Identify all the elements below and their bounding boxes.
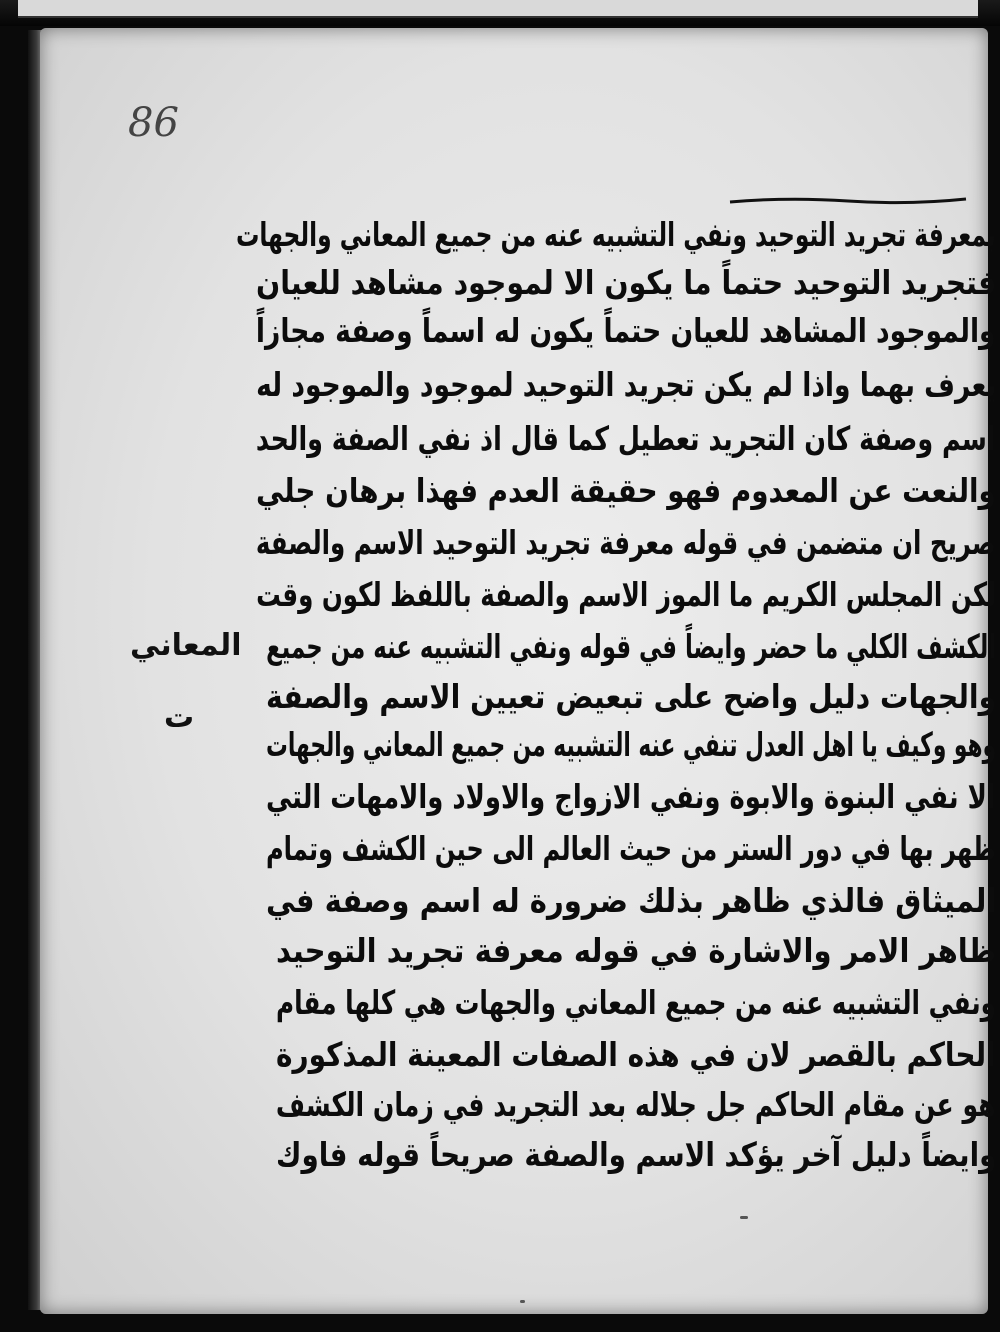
page-number: 86 [128,100,179,146]
text-line: والنعت عن المعدوم فهو حقيقة العدم فهذا برهان جلي [256,471,996,510]
text-line: ظاهر الامر والاشارة في قوله معرفة تجريد التوحيد [275,931,996,970]
text-line: ونفي التشبيه عنه من جميع المعاني والجهات هي كلها مقام [275,983,996,1022]
text-line: ظهر بها في دور الستر من حيث العالم الى حين الكشف وتمام [266,829,996,868]
top-page-edge [18,0,978,18]
text-line: اسم وصفة كان التجريد تعطيل كما قال اذ نفي الصفة والحد [256,419,996,458]
text-line: والموجود المشاهد للعيان حتماً يكون له اسماً وصفة مجازاً [256,311,996,350]
ink-speck [520,1300,525,1303]
text-line: يعرف بهما واذا لم يكن تجريد التوحيد لموجود والموجود له [255,365,996,404]
text-line: لكن المجلس الكريم ما الموز الاسم والصفة باللفظ لكون وقت [255,575,996,614]
ink-speck [740,1216,748,1219]
margin-note: المعاني [130,628,242,663]
text-line: صريح ان متضمن في قوله معرفة تجريد التوحيد الاسم والصفة [256,523,996,562]
text-line: بمعرفة تجريد التوحيد ونفي التشبيه عنه من جميع المعاني والجهات [236,215,996,254]
text-line: فتجريد التوحيد حتماً ما يكون الا لموجود مشاهد للعيان [255,263,996,302]
text-line: الكشف الكلي ما حضر وايضاً في قوله ونفي التشبيه عنه من جميع [265,627,996,666]
text-line: الميثاق فالذي ظاهر بذلك ضرورة له اسم وصفة في [265,881,996,920]
margin-note: ت [164,700,195,735]
text-line: الا نفي البنوة والابوة ونفي الازواج والاولاد والامهات التي [266,777,996,816]
text-line: وهو وكيف يا اهل العدل تنفي عنه التشبيه من جميع المعاني والجهات [265,725,996,764]
ink-flourish [728,196,968,206]
text-line: والجهات دليل واضح على تبعيض تعيين الاسم والصفة [265,677,996,716]
text-line: الحاكم بالقصر لان في هذه الصفات المعينة المذكورة [276,1035,996,1074]
text-line: وايضاً دليل آخر يؤكد الاسم والصفة صريحاً قوله فاوك [275,1135,996,1174]
text-line: هو عن مقام الحاكم جل جلاله بعد التجريد في زمان الكشف [276,1085,996,1124]
